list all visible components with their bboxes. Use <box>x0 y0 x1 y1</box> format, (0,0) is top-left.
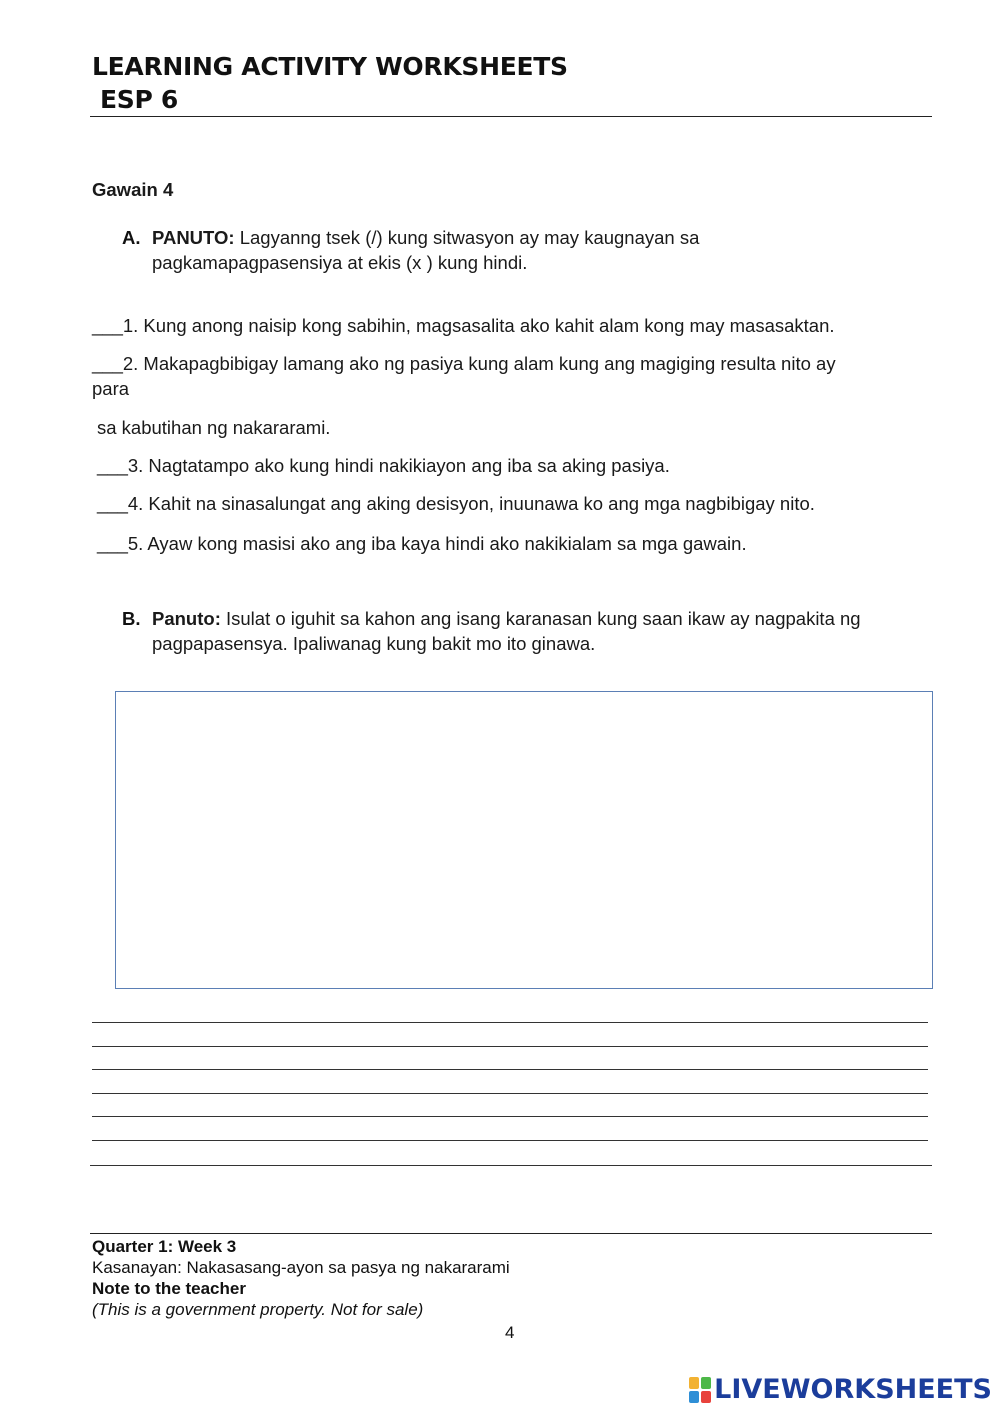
footer-quarter: Quarter 1: Week 3 <box>92 1237 237 1256</box>
item-3: ___3. Nagtatampo ako kung hindi nakikiayon ang iba sa aking pasiya. <box>97 455 670 476</box>
liveworksheets-logo-icon <box>689 1377 711 1403</box>
part-a-letter: A. <box>122 227 141 248</box>
liveworksheets-logo[interactable] <box>689 1374 992 1405</box>
writing-line[interactable] <box>92 1046 928 1047</box>
writing-line[interactable] <box>92 1116 928 1117</box>
page-number: 4 <box>505 1323 515 1342</box>
item-4: ___4. Kahit na sinasalungat ang aking desisyon, inuunawa ko ang mga nagbibigay nito. <box>97 493 815 514</box>
part-a-instruction-line2: pagkamapagpasensiya at ekis (x ) kung hindi. <box>152 252 528 273</box>
writing-line[interactable] <box>92 1140 928 1141</box>
part-a-instruction-line1 <box>152 227 699 249</box>
footer-disclaimer: (This is a government property. Not for sale) <box>92 1300 424 1319</box>
part-a-label: PANUTO: <box>152 227 235 248</box>
item-1: ___1. Kung anong naisip kong sabihin, magsasalita ako kahit alam kong may masasaktan. <box>92 315 835 336</box>
worksheet-title: LEARNING ACTIVITY WORKSHEETS <box>92 52 568 81</box>
part-b-instruction-line2: pagpapasensya. Ipaliwanag kung bakit mo ito ginawa. <box>152 633 596 654</box>
writing-line[interactable] <box>92 1093 928 1094</box>
item-2-wrap: para <box>92 378 130 399</box>
item-5: ___5. Ayaw kong masisi ako ang iba kaya hindi ako nakikialam sa mga gawain. <box>97 533 747 554</box>
subject-title: ESP 6 <box>100 85 179 114</box>
writing-line[interactable] <box>90 1165 932 1166</box>
part-b-label: Panuto: <box>152 608 221 629</box>
activity-title: Gawain 4 <box>92 179 174 200</box>
footer-note: Note to the teacher <box>92 1279 246 1298</box>
part-b-text: Isulat o iguhit sa kahon ang isang karanasan kung saan ikaw ay nagpakita ng <box>226 608 861 629</box>
item-2-continuation: sa kabutihan ng nakararami. <box>97 417 331 438</box>
answer-box[interactable] <box>115 691 933 989</box>
part-b-letter: B. <box>122 608 141 629</box>
part-b-instruction-line1 <box>152 608 861 630</box>
item-2: ___2. Makapagbibigay lamang ako ng pasiya kung alam kung ang magiging resulta nito ay <box>92 353 836 374</box>
header-divider <box>90 116 932 117</box>
part-a-text: Lagyanng tsek (/) kung sitwasyon ay may kaugnayan sa <box>239 227 700 248</box>
liveworksheets-wordmark: LIVEWORKSHEETS <box>714 1374 992 1405</box>
writing-line[interactable] <box>92 1069 928 1070</box>
footer-divider <box>90 1233 932 1234</box>
footer-skill: Kasanayan: Nakasasang-ayon sa pasya ng nakararami <box>92 1258 510 1277</box>
writing-line[interactable] <box>92 1022 928 1023</box>
